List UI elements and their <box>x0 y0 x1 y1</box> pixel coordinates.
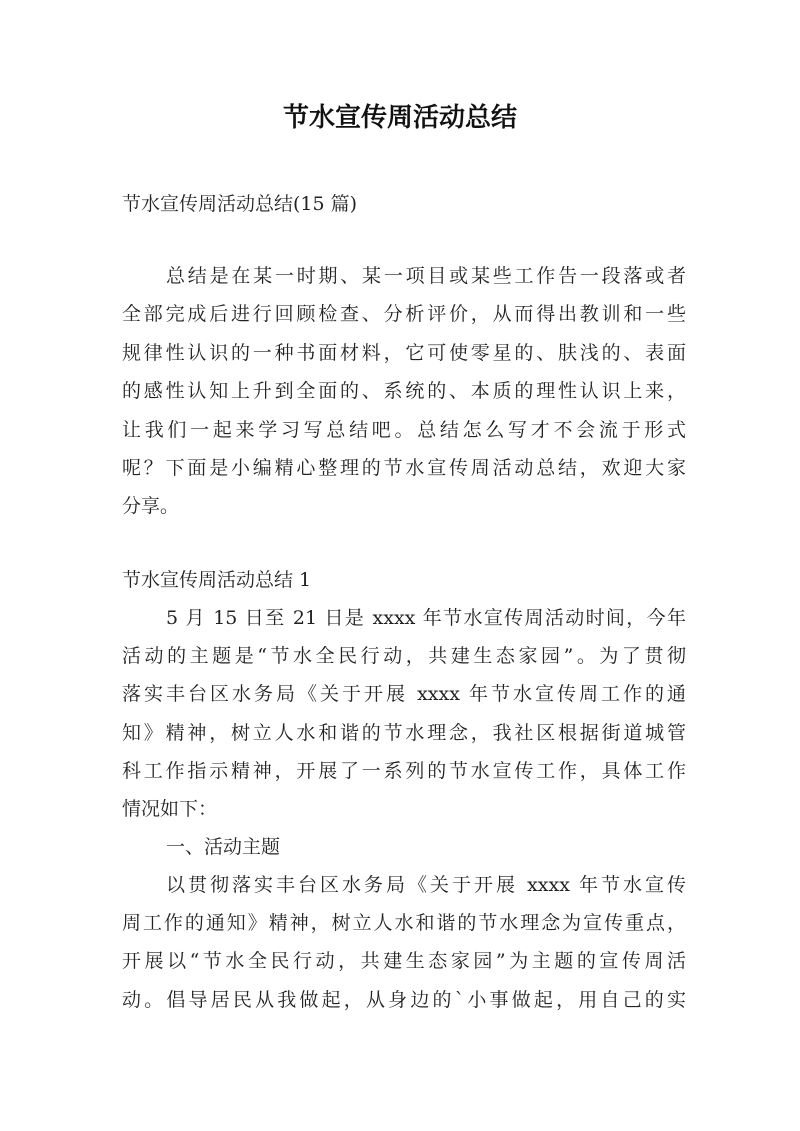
document-subtitle: 节水宣传周活动总结(15 篇) <box>122 193 358 215</box>
body-line: 动。倡导居民从我做起，从身边的`小事做起，用自己的实 <box>122 989 686 1011</box>
section-line: 情况如下： <box>122 798 218 820</box>
subheading: 一、活动主题 <box>166 836 281 858</box>
section-heading: 节水宣传周活动总结 1 <box>122 569 312 591</box>
section-line: 科工作指示精神，开展了一系列的节水宣传工作，具体工作 <box>122 760 686 782</box>
document-title: 节水宣传周活动总结 <box>282 103 517 133</box>
intro-line: 呢？下面是小编精心整理的节水宣传周活动总结，欢迎大家 <box>122 457 686 479</box>
intro-line: 分享。 <box>122 495 180 517</box>
section-line: 落实丰台区水务局《关于开展 xxxx 年节水宣传周工作的通 <box>122 683 686 705</box>
intro-line: 的感性认知上升到全面的、系统的、本质的理性认识上来， <box>122 380 686 402</box>
section-line: 5 月 15 日至 21 日是 xxxx 年节水宣传周活动时间，今年 <box>166 607 686 629</box>
intro-line: 全部完成后进行回顾检查、分析评价，从而得出教训和一些 <box>122 303 686 325</box>
section-line: 活动的主题是“节水全民行动，共建生态家园”。为了贯彻 <box>122 645 686 667</box>
body-line: 周工作的通知》精神，树立人水和谐的节水理念为宣传重点， <box>122 912 686 934</box>
section-line: 知》精神，树立人水和谐的节水理念，我社区根据街道城管 <box>122 722 686 744</box>
intro-line: 让我们一起来学习写总结吧。总结怎么写才不会流于形式 <box>122 419 686 441</box>
intro-line: 规律性认识的一种书面材料，它可使零星的、肤浅的、表面 <box>122 342 686 364</box>
body-line: 以贯彻落实丰台区水务局《关于开展 xxxx 年节水宣传 <box>166 874 686 896</box>
body-line: 开展以“节水全民行动，共建生态家园”为主题的宣传周活 <box>122 950 686 972</box>
intro-line: 总结是在某一时期、某一项目或某些工作告一段落或者 <box>166 265 686 287</box>
